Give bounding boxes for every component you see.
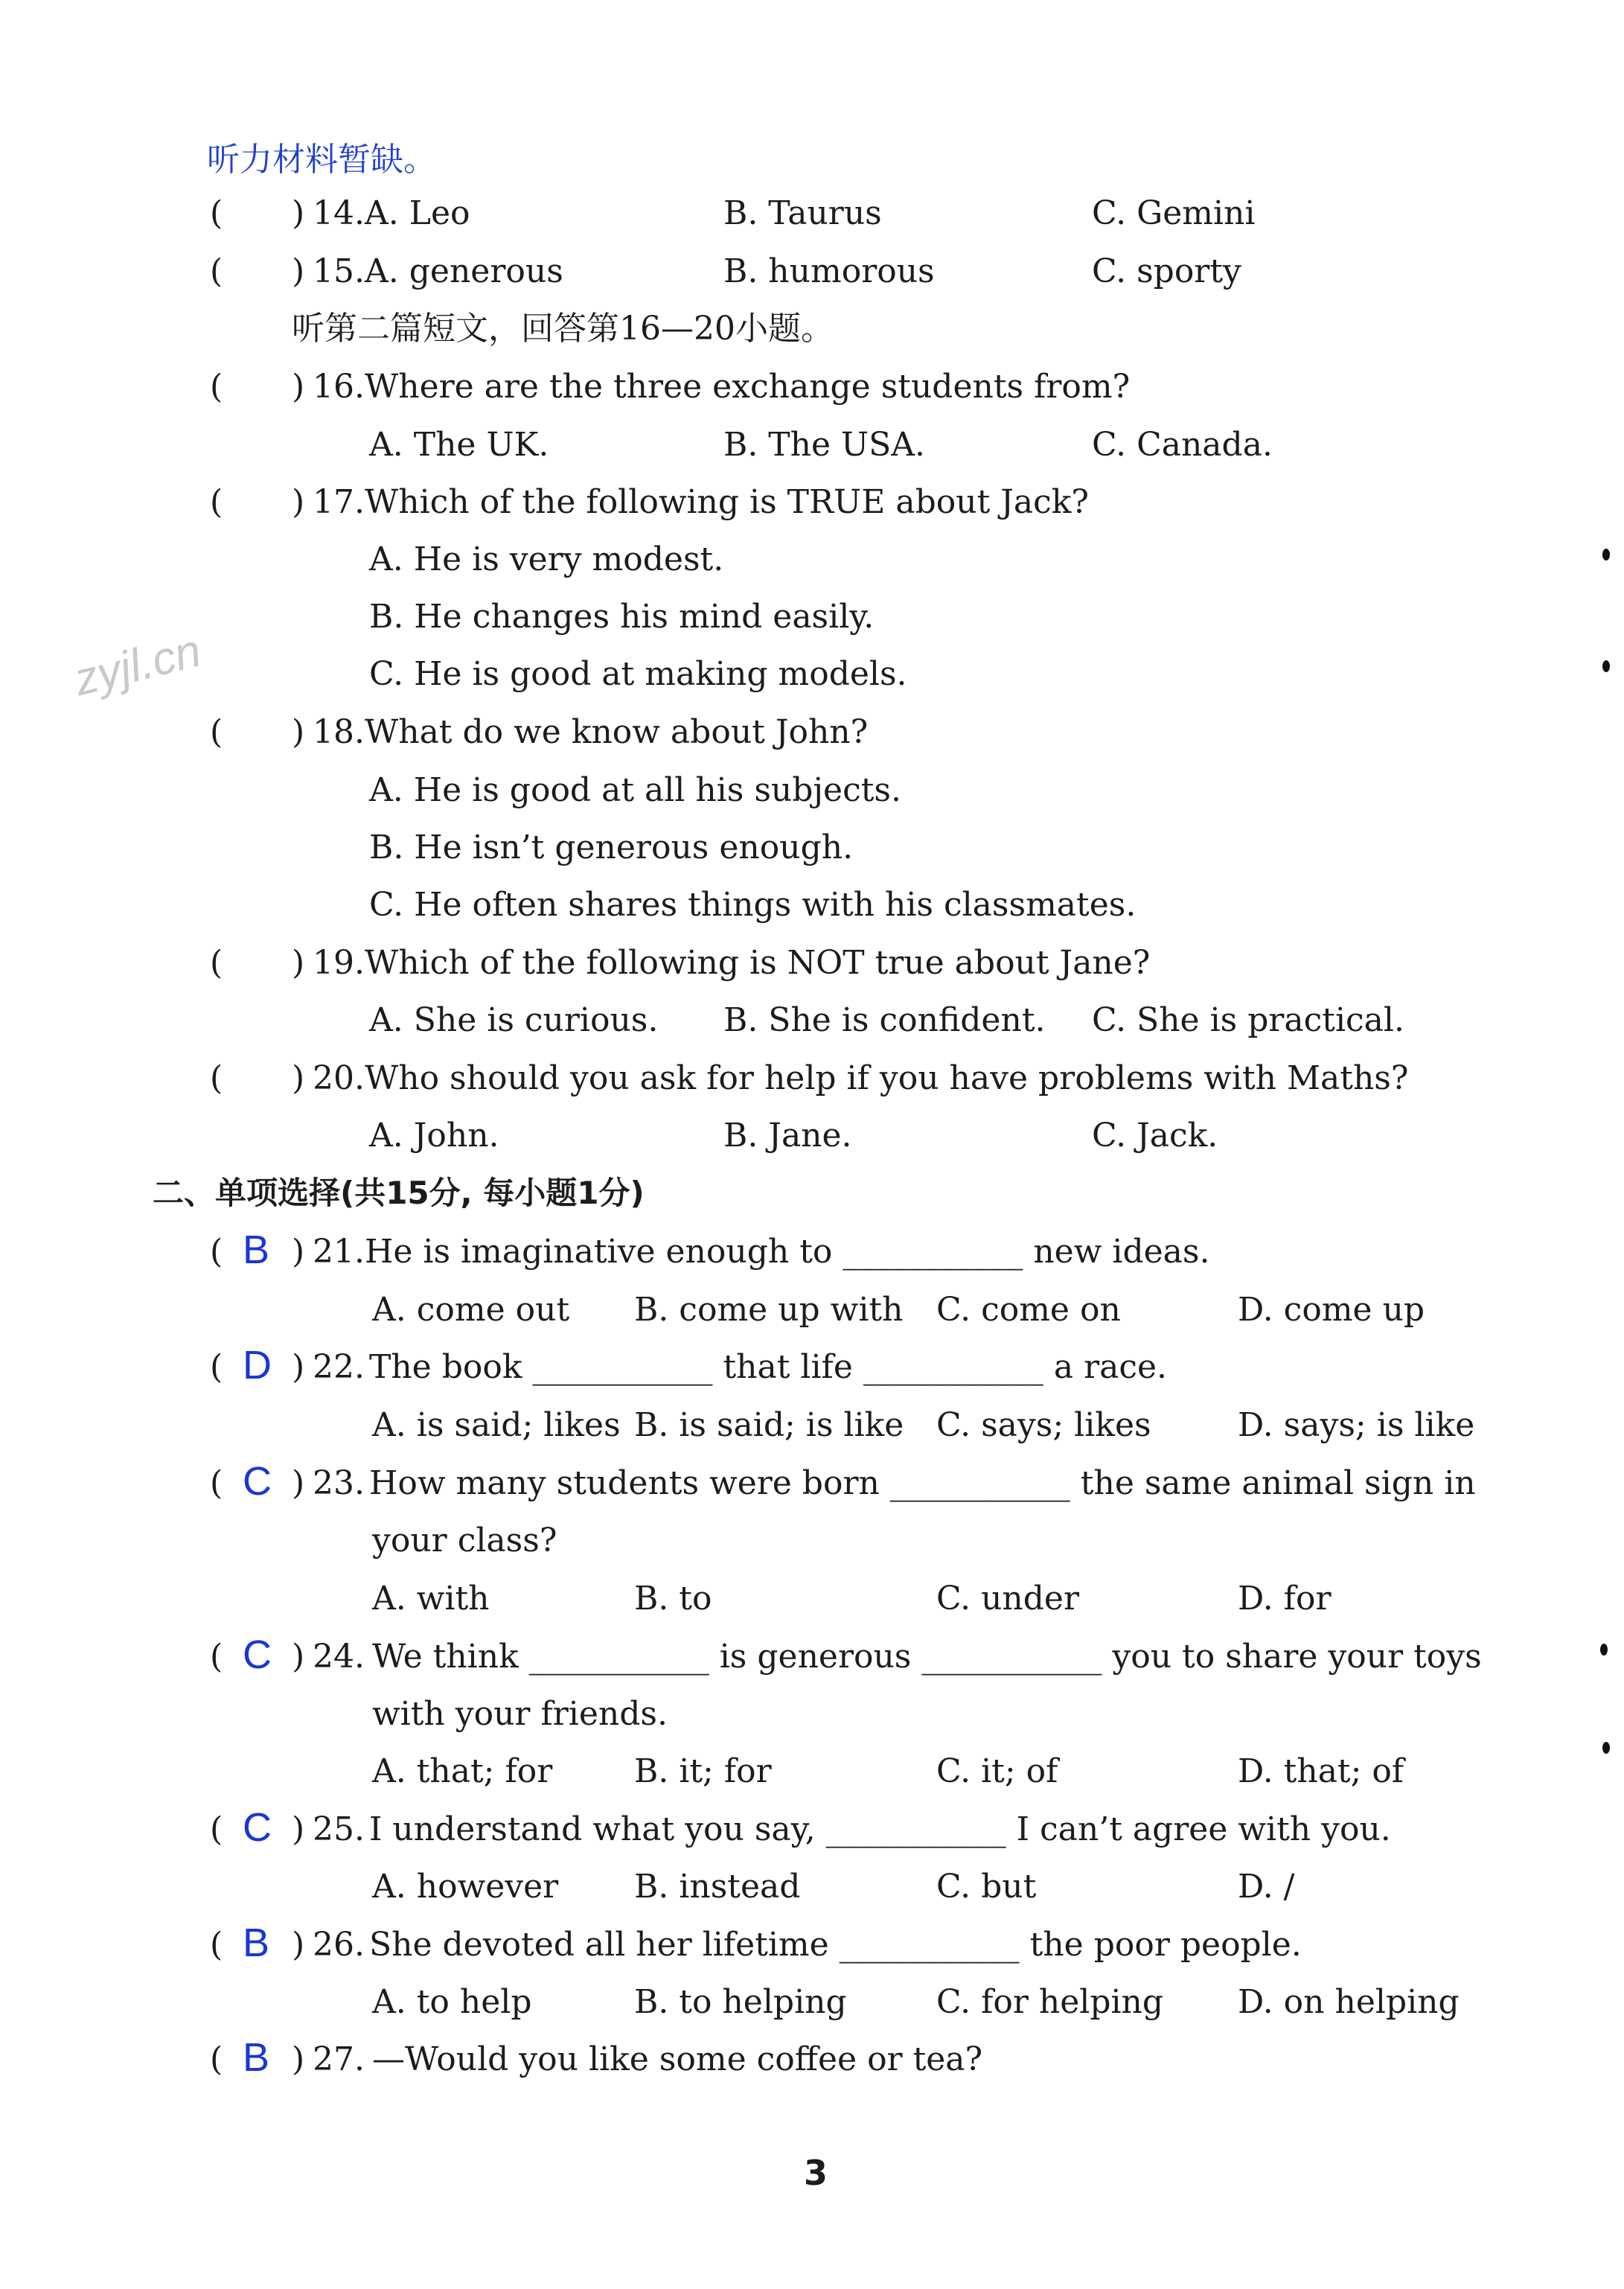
answer-letter: C	[243, 1459, 272, 1504]
answer-paren-close: )	[292, 1059, 305, 1097]
question-stem: I understand what you say, ___________ I can’t agree with you.	[369, 1810, 1391, 1848]
answer-paren-open: (	[210, 944, 223, 982]
option-c: C. for helping	[936, 1983, 1164, 2021]
answer-letter: B	[243, 2035, 270, 2080]
option-c: C. Gemini	[1092, 194, 1256, 232]
option-c: C. Canada.	[1092, 426, 1273, 464]
answer-paren-close: )	[292, 194, 305, 232]
binding-mark	[1602, 660, 1610, 672]
option-d: D. on helping	[1238, 1983, 1460, 2021]
binding-mark	[1602, 549, 1610, 561]
option-a: A. to help	[372, 1983, 532, 2021]
question-stem-continued: your class?	[372, 1522, 557, 1559]
answer-paren-open: (	[210, 1233, 223, 1271]
option-b: B. to helping	[634, 1983, 847, 2021]
option-b: B. Jane.	[723, 1117, 852, 1155]
question-stem: What do we know about John?	[365, 713, 869, 751]
answer-paren-open: (	[210, 1926, 223, 1964]
answer-paren-open: (	[210, 1810, 223, 1848]
question-number: 25.	[313, 1810, 365, 1848]
option-c: C. it; of	[936, 1752, 1058, 1790]
option-a: A. She is curious.	[369, 1001, 659, 1039]
option-c: C. He is good at making models.	[369, 655, 907, 693]
answer-paren-open: (	[210, 713, 223, 751]
binding-mark	[1602, 1742, 1610, 1754]
option-d: D. come up	[1238, 1291, 1425, 1329]
listening-instruction: 听第二篇短文，回答第16—20小题。	[292, 310, 834, 348]
page-number: 3	[804, 2153, 828, 2193]
answer-letter: B	[243, 1921, 270, 1965]
option-b: B. instead	[634, 1868, 801, 1906]
question-number: 21.	[313, 1233, 365, 1271]
question-number: 26.	[313, 1926, 365, 1964]
option-a: A. Leo	[365, 194, 470, 232]
option-a: A. come out	[372, 1291, 570, 1329]
option-c: C. but	[936, 1868, 1037, 1906]
option-b: B. to	[634, 1580, 712, 1618]
question-stem: We think ___________ is generous ___________ you to share your toys	[372, 1638, 1482, 1676]
option-a: A. is said; likes	[372, 1406, 621, 1444]
question-stem: She devoted all her lifetime ___________ the poor people.	[369, 1926, 1302, 1964]
answer-paren-open: (	[210, 1059, 223, 1097]
answer-paren-open: (	[210, 1638, 223, 1676]
option-b: B. He changes his mind easily.	[369, 598, 875, 636]
answer-letter: B	[243, 1227, 270, 1272]
option-a: A. with	[372, 1580, 490, 1618]
question-number: 15.	[313, 252, 365, 290]
answer-paren-close: )	[292, 1233, 305, 1271]
option-b: B. it; for	[634, 1752, 772, 1790]
answer-paren-close: )	[292, 1638, 305, 1676]
option-d: D. for	[1238, 1580, 1332, 1618]
question-number: 16.	[313, 368, 365, 406]
option-c: C. come on	[936, 1291, 1121, 1329]
answer-letter: C	[243, 1632, 272, 1677]
question-number: 22.	[313, 1348, 365, 1386]
answer-paren-open: (	[210, 1464, 223, 1502]
answer-paren-open: (	[210, 1348, 223, 1386]
watermark: zyjl.cn	[69, 625, 206, 706]
answer-paren-close: )	[292, 1348, 305, 1386]
missing-audio-note: 听力材料暂缺。	[207, 141, 436, 179]
option-d: D. says; is like	[1238, 1406, 1475, 1444]
option-a: A. John.	[369, 1117, 499, 1155]
question-stem: —Would you like some coffee or tea?	[372, 2040, 983, 2078]
question-stem: He is imaginative enough to ___________ new ideas.	[365, 1233, 1210, 1271]
option-c: C. says; likes	[936, 1406, 1151, 1444]
option-b: B. She is confident.	[723, 1001, 1046, 1039]
answer-paren-open: (	[210, 252, 223, 290]
answer-paren-open: (	[210, 483, 223, 521]
option-c: C. She is practical.	[1092, 1001, 1404, 1039]
section-title: 二、单项选择(共15分, 每小题1分)	[153, 1175, 645, 1211]
question-number: 17.	[313, 483, 365, 521]
option-a: A. The UK.	[369, 426, 549, 464]
option-b: B. Taurus	[723, 194, 882, 232]
answer-paren-close: )	[292, 713, 305, 751]
option-b: B. come up with	[634, 1291, 904, 1329]
answer-paren-open: (	[210, 2040, 223, 2078]
answer-letter: C	[243, 1805, 272, 1850]
option-c: C. Jack.	[1092, 1117, 1218, 1155]
answer-paren-close: )	[292, 944, 305, 982]
option-a: A. generous	[365, 252, 563, 290]
option-d: D. /	[1238, 1868, 1295, 1906]
option-b: B. He isn’t generous enough.	[369, 829, 854, 866]
answer-letter: D	[243, 1343, 272, 1388]
question-number: 20.	[313, 1059, 365, 1097]
option-b: B. humorous	[723, 252, 935, 290]
question-number: 27.	[313, 2040, 365, 2078]
answer-paren-close: )	[292, 252, 305, 290]
option-d: D. that; of	[1238, 1752, 1404, 1790]
answer-paren-close: )	[292, 483, 305, 521]
option-b: B. The USA.	[723, 426, 926, 464]
question-stem: Which of the following is NOT true about Jane?	[365, 944, 1151, 982]
question-stem: How many students were born ___________ the same animal sign in	[369, 1464, 1476, 1502]
option-c: C. He often shares things with his classmates.	[369, 886, 1137, 924]
question-number: 24.	[313, 1638, 365, 1676]
option-a: A. He is good at all his subjects.	[369, 771, 901, 809]
question-stem: Where are the three exchange students from?	[365, 368, 1131, 406]
question-stem: The book ___________ that life ___________ a race.	[369, 1348, 1168, 1386]
question-stem: Which of the following is TRUE about Jack?	[365, 483, 1090, 521]
question-stem: Who should you ask for help if you have problems with Maths?	[365, 1059, 1409, 1097]
answer-paren-open: (	[210, 368, 223, 406]
option-a: A. however	[372, 1868, 559, 1906]
question-number: 14.	[313, 194, 365, 232]
option-c: C. sporty	[1092, 252, 1241, 290]
answer-paren-close: )	[292, 2040, 305, 2078]
answer-paren-close: )	[292, 1926, 305, 1964]
question-number: 23.	[313, 1464, 365, 1502]
answer-paren-close: )	[292, 1464, 305, 1502]
answer-paren-close: )	[292, 368, 305, 406]
option-a: A. He is very modest.	[369, 540, 724, 578]
option-c: C. under	[936, 1580, 1079, 1618]
question-stem-continued: with your friends.	[372, 1695, 668, 1733]
option-b: B. is said; is like	[634, 1406, 904, 1444]
binding-mark	[1600, 1644, 1608, 1656]
option-a: A. that; for	[372, 1752, 553, 1790]
question-number: 19.	[313, 944, 365, 982]
answer-paren-close: )	[292, 1810, 305, 1848]
answer-paren-open: (	[210, 194, 223, 232]
question-number: 18.	[313, 713, 365, 751]
